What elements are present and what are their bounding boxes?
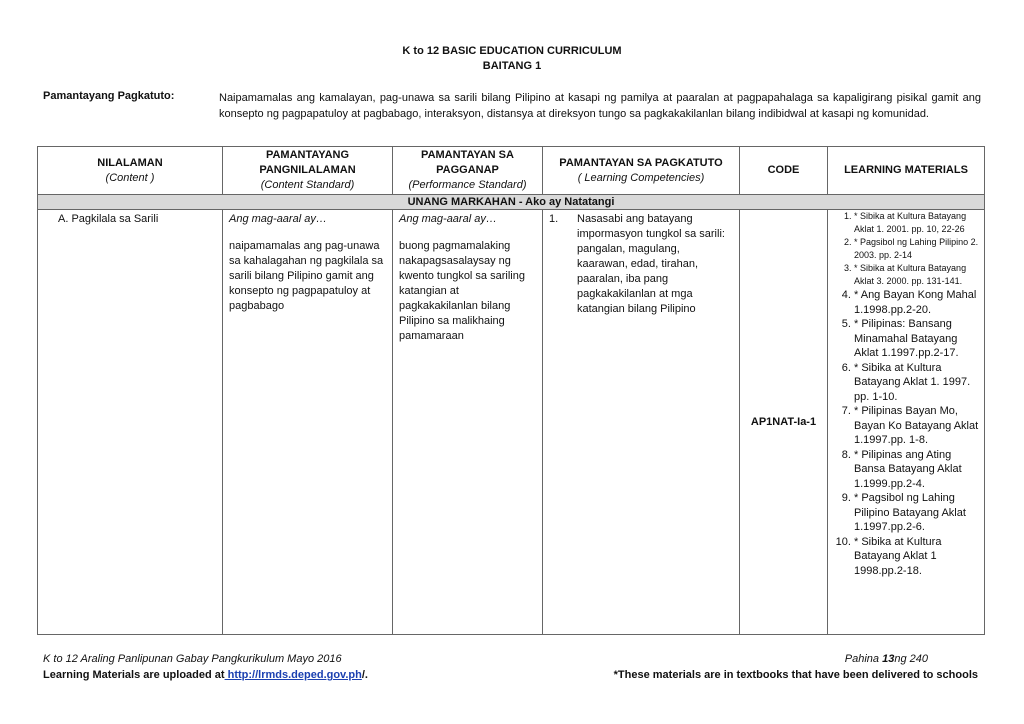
- performance-standard-intro: Ang mag-aaral ay…: [399, 213, 497, 225]
- lrmds-link[interactable]: http://lrmds.deped.gov.ph: [224, 669, 362, 681]
- code-cell: AP1NAT-Ia-1: [740, 210, 828, 635]
- list-item: 3. * Sibika at Kultura Batayang Aklat 3. 2000. pp. 131-141.: [854, 262, 980, 288]
- page-number: 13: [882, 653, 895, 665]
- competency-item: [543, 210, 739, 319]
- list-item: 5. * Pilipinas: Bansang Minamahal Batayang Aklat 1.1997.pp.2-17.: [854, 317, 980, 361]
- header-code: CODE: [740, 147, 828, 195]
- list-item: 1. * Sibika at Kultura Batayang Aklat 1. 2001. pp. 10, 22-26: [854, 210, 980, 236]
- upload-text: Learning Materials are uploaded at: [43, 669, 225, 681]
- performance-standard-text: buong pagmamalaking nakapagsasalaysay ng kwento tungkol sa sariling katangian at pagkakakilanlan bilang Pilipino sa malikhaing pamamaraan: [399, 240, 525, 342]
- page-suffix: ng 240: [894, 653, 928, 665]
- page-prefix: Pahina: [844, 653, 883, 665]
- header-performance-standard: PAMANTAYAN SA PAGGANAP (Performance Standard): [393, 147, 543, 195]
- list-item: 8. * Pilipinas ang Ating Bansa Batayang Aklat 1.1999.pp.2-4.: [854, 448, 980, 492]
- list-item: 2. * Pagsibol ng Lahing Pilipino 2. 2003. pp. 2-14: [854, 236, 980, 262]
- competency-text: Nasasabi ang batayang impormasyon tungkol sa sarili: pangalan, magulang, kaarawan, edad, tirahan, paaralan, iba pang pagkakakilanlan at mga katangian bilang Pilipino: [577, 213, 725, 315]
- materials-list: [828, 210, 984, 578]
- list-item: 6. * Sibika at Kultura Batayang Aklat 1. 1997. pp. 1-10.: [854, 361, 980, 405]
- list-item: 4. * Ang Bayan Kong Mahal 1.1998.pp.2-20.: [854, 288, 980, 317]
- header-competencies: PAMANTAYAN SA PAGKATUTO ( Learning Competencies): [543, 147, 740, 195]
- upload-end: /.: [361, 669, 368, 681]
- content-cell: [38, 210, 223, 635]
- content-standard-text: naipamamalas ang pag-unawa sa kahalagahan ng pagkilala sa sarili bilang Pilipino gamit ang konsepto ng pagpapatuloy at pagbabago: [229, 240, 384, 312]
- performance-standard-cell: [393, 210, 543, 635]
- standard-label: Pamantayang Pagkatuto:: [43, 90, 175, 102]
- table-header-row: [38, 147, 985, 195]
- footer-page: [845, 653, 928, 665]
- competency-number: 1.: [549, 213, 559, 225]
- list-item: 7. * Pilipinas Bayan Mo, Bayan Ko Batayang Aklat 1.1997.pp. 1-8.: [854, 404, 980, 448]
- list-item: 9. * Pagsibol ng Lahing Pilipino Batayang Aklat 1.1997.pp.2-6.: [854, 491, 980, 535]
- footer-upload: [43, 669, 368, 681]
- quarter-label: UNANG MARKAHAN - Ako ay Natatangi: [38, 195, 985, 210]
- document-title: K to 12 BASIC EDUCATION CURRICULUM: [402, 45, 622, 57]
- content-text: A. Pagkilala sa Sarili: [58, 213, 159, 225]
- list-item: 10. * Sibika at Kultura Batayang Aklat 1 1998.pp.2-18.: [854, 535, 980, 579]
- header-content: NILALAMAN (Content ): [38, 147, 223, 195]
- curriculum-table: [37, 146, 985, 635]
- footer-guide: K to 12 Araling Panlipunan Gabay Pangkurikulum Mayo 2016: [43, 653, 342, 665]
- header-materials: LEARNING MATERIALS: [828, 147, 985, 195]
- grade-level: BAITANG 1: [482, 60, 542, 72]
- table-row: [38, 210, 985, 635]
- footer-note: *These materials are in textbooks that have been delivered to schools: [613, 669, 978, 681]
- quarter-row: [38, 195, 985, 210]
- competency-cell: [543, 210, 740, 635]
- header-content-standard: PAMANTAYANG PANGNILALAMAN (Content Standard): [223, 147, 393, 195]
- standard-text: Naipamamalas ang kamalayan, pag-unawa sa sarili bilang Pilipino at kasapi ng pamilya at paaralan at pagpapahalaga sa kapaligirang pisikal gamit ang konsepto ng pagpapatuloy at pagbabago, interaksyon, distansya at direksyon tungo sa pagkakakilanlan bilang indibidwal at kasapi ng komunidad.: [219, 92, 981, 120]
- content-standard-cell: [223, 210, 393, 635]
- content-standard-intro: Ang mag-aaral ay…: [229, 213, 327, 225]
- materials-cell: [828, 210, 985, 635]
